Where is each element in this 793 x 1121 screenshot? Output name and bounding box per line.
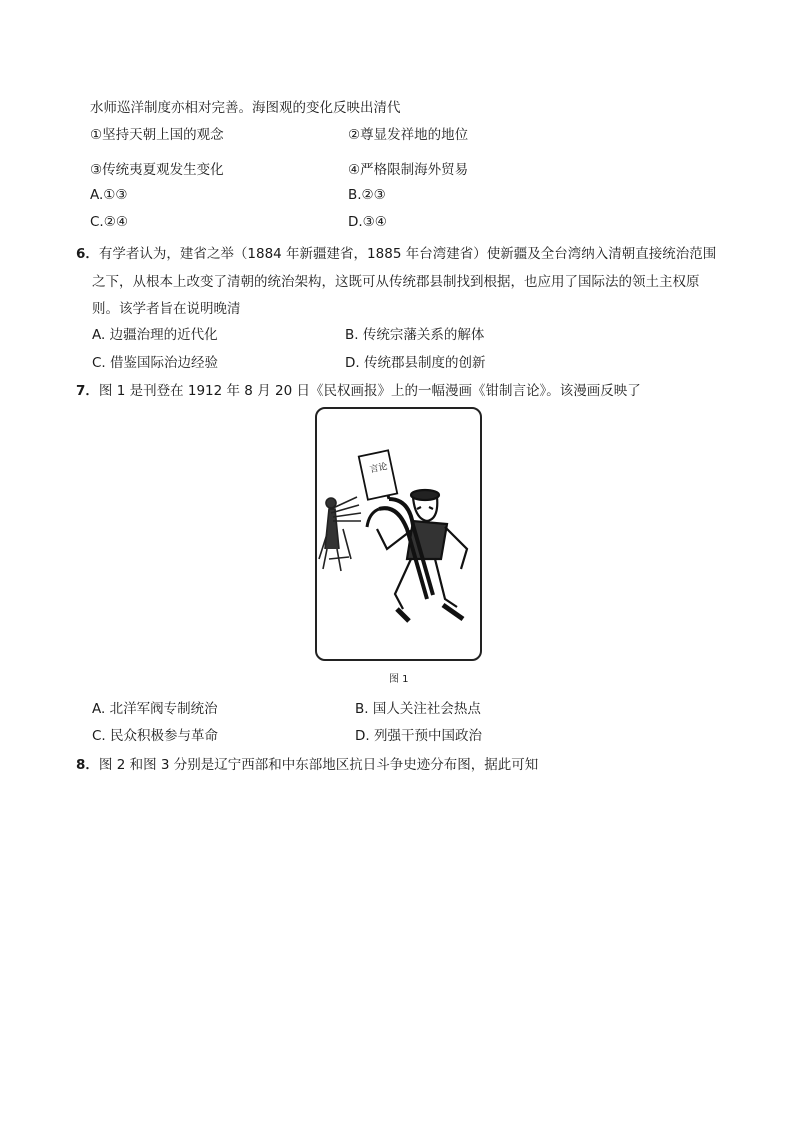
q5-continuation: 水师巡洋制度亦相对完善。海图观的变化反映出清代	[90, 100, 401, 116]
question-7-number: 7．	[76, 383, 99, 399]
question-8	[76, 753, 538, 773]
question-6	[76, 242, 716, 262]
q5-option-d[interactable]: D.③④	[348, 214, 387, 230]
q7-option-b[interactable]: B. 国人关注社会热点	[355, 701, 481, 717]
question-6-line-3: 则。该学者旨在说明晚清	[92, 301, 241, 317]
q6-option-a[interactable]: A. 边疆治理的近代化	[92, 327, 218, 343]
q5-option-c[interactable]: C.②④	[90, 214, 128, 230]
statement-2: ②尊显发祥地的地位	[348, 127, 469, 143]
question-7-text: 图 1 是刊登在 1912 年 8 月 20 日《民权画报》上的一幅漫画《钳制言论》。该漫画反映了	[98, 383, 641, 399]
question-7	[76, 379, 641, 399]
q7-option-d[interactable]: D. 列强干预中国政治	[355, 728, 482, 744]
speech-sign	[359, 450, 397, 499]
question-6-line-1: 有学者认为，建省之举（1884 年新疆建省，1885 年台湾建省）使新疆及全台湾纳入清朝直接统治范围	[98, 246, 717, 262]
q7-option-a[interactable]: A. 北洋军阀专制统治	[92, 701, 218, 717]
crowd-figures	[319, 497, 361, 571]
q6-option-c[interactable]: C. 借鉴国际治边经验	[92, 355, 219, 371]
q6-option-b[interactable]: B. 传统宗藩关系的解体	[345, 327, 485, 343]
statement-4: ④严格限制海外贸易	[348, 162, 469, 178]
statement-1: ①坚持天朝上国的观念	[90, 127, 224, 143]
figure-1-caption: 图 1	[389, 674, 409, 685]
speech-sign-text: 言论	[368, 461, 389, 476]
question-6-line-2: 之下，从根本上改变了清朝的统治架构，这既可从传统郡县制找到根据，也应用了国际法的领土主权原	[92, 274, 700, 290]
question-8-number: 8．	[76, 757, 99, 773]
cartoon-drawing	[317, 409, 480, 659]
q7-option-c[interactable]: C. 民众积极参与革命	[92, 728, 219, 744]
question-6-number: 6．	[76, 246, 99, 262]
q5-option-a[interactable]: A.①③	[90, 187, 128, 203]
cartoon-figure-1	[315, 407, 482, 661]
q6-option-d[interactable]: D. 传统郡县制度的创新	[345, 355, 486, 371]
q5-option-b[interactable]: B.②③	[348, 187, 386, 203]
statement-3: ③传统夷夏观发生变化	[90, 162, 224, 178]
question-8-text: 图 2 和图 3 分别是辽宁西部和中东部地区抗日斗争史迹分布图，据此可知	[98, 757, 539, 773]
